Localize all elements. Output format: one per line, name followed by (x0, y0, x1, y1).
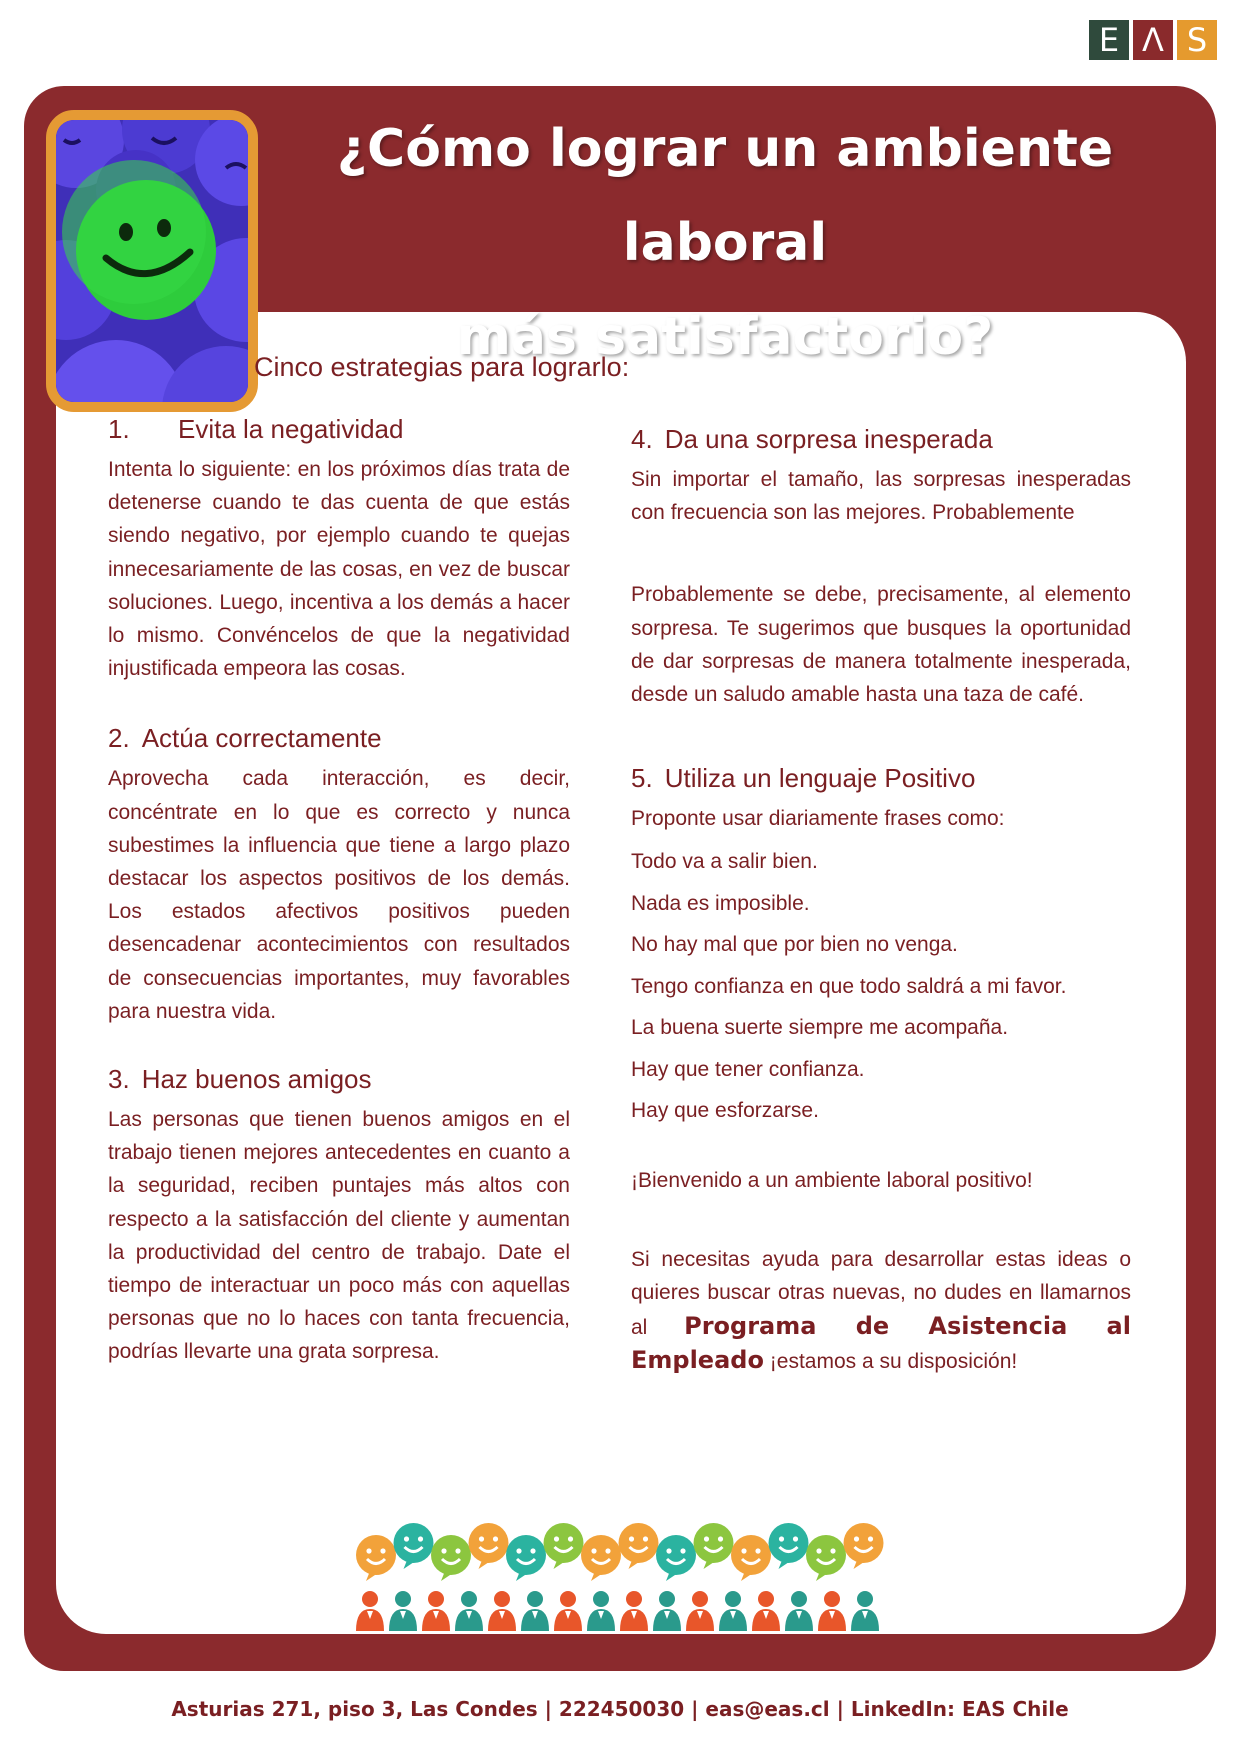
person-icon (356, 1591, 384, 1631)
help-paragraph (631, 1243, 1131, 1378)
page-title (270, 102, 1180, 384)
section-5-heading (631, 763, 1131, 794)
smiley-crowd-illustration (56, 120, 248, 402)
smiley-bubble-icon (431, 1535, 471, 1581)
section-1-body: Intenta lo siguiente: en los próximos días trata de detenerse cuando te das cuenta de que estás siendo negativo, por ejemplo cuando te quejas innecesariamente de las cosas, en vez de buscar soluciones. Luego, incentiva a los demás a hacer lo mismo. Convéncelos de que la negatividad injustificada empeora las cosas. (108, 458, 570, 681)
section-3-heading (108, 1064, 570, 1095)
section-2 (108, 723, 570, 1028)
person-icon (587, 1591, 615, 1631)
smiley-bubble-icon (619, 1523, 659, 1569)
smiley-bubble-icon (506, 1535, 546, 1581)
program-name: Programa de Asistencia al Empleado (631, 1311, 1131, 1374)
section-2-title: Actúa correctamente (141, 723, 382, 754)
section-4-body-2: Probablemente se debe, precisamente, al elemento sorpresa. Te sugerimos que busques la oportunidad de dar sorpresas de manera totalmente inesperada, desde un saludo amable hasta una taza de café. (631, 583, 1131, 707)
smiley-crowd-image (46, 110, 258, 412)
section-4-title: Da una sorpresa inesperada (664, 424, 993, 454)
person-icon (554, 1591, 582, 1631)
smiley-bubble-icon (731, 1535, 771, 1581)
title-line-2: más satisfactorio? (456, 307, 994, 367)
person-icon (653, 1591, 681, 1631)
smiley-bubble-icon (806, 1535, 846, 1581)
smiley-bubble-icon (544, 1523, 584, 1569)
smiley-bubble-icon (581, 1535, 621, 1581)
phrase-item: La buena suerte siempre me acompaña. (631, 1016, 1009, 1040)
smiley-bubble-icon (694, 1523, 734, 1569)
section-1-heading (108, 414, 570, 445)
welcome-text: ¡Bienvenido a un ambiente laboral positivo! (631, 1168, 1033, 1192)
section-4-heading (631, 424, 1131, 455)
logo-letter-a: Λ (1133, 20, 1173, 60)
phrase-item: Tengo confianza en que todo saldrá a mi favor. (631, 974, 1067, 998)
section-4 (631, 424, 1131, 711)
title-line-1: ¿Cómo lograr un ambiente laboral (336, 119, 1114, 273)
smiley-bubble-icon (844, 1523, 884, 1569)
section-1-number: 1. (108, 414, 130, 444)
person-icon (818, 1591, 846, 1631)
help-text-after: ¡estamos a su disposición! (769, 1349, 1018, 1373)
section-2-number: 2. (108, 723, 130, 754)
phrase-item: Nada es imposible. (631, 891, 810, 915)
person-icon (488, 1591, 516, 1631)
logo-letter-e: E (1089, 20, 1129, 60)
smiley-bubble-icon (394, 1523, 434, 1569)
section-5-title: Utiliza un lenguaje Positivo (664, 763, 976, 794)
section-3-number: 3. (108, 1064, 130, 1095)
logo-letter-s: S (1177, 20, 1217, 60)
person-icon (785, 1591, 813, 1631)
person-icon (752, 1591, 780, 1631)
section-4-number: 4. (631, 424, 653, 454)
section-1-title: Evita la negatividad (178, 414, 404, 444)
section-4-body-1: Sin importar el tamaño, las sorpresas inesperadas con frecuencia son las mejores. Probablemente (631, 468, 1131, 525)
section-5-intro: Proponte usar diariamente frases como: (631, 807, 1005, 831)
section-3-body: Las personas que tienen buenos amigos en el trabajo tienen mejores antecedentes en cuanto a la seguridad, reciben puntajes más altos con respecto a la satisfacción del cliente y aumentan la productividad del centro de trabajo. Date el tiempo de interactuar un poco más con aquellas personas que no lo haces con tanta frecuencia, podrías llevarte una grata sorpresa. (108, 1108, 570, 1364)
section-2-body: Aprovecha cada interacción, es decir, concéntrate en lo que es correcto y nunca subestimes la influencia que tiene a largo plazo destacar los aspectos positivos de los demás. Los estados afectivos positivos pueden desencadenar acontecimientos con resultados de consecuencias importantes, muy favorables para nuestra vida. (108, 767, 570, 1023)
section-5 (631, 763, 1131, 1132)
person-icon (455, 1591, 483, 1631)
intro-heading: Cinco estrategias para lograrlo: (254, 352, 630, 382)
left-column (108, 414, 570, 1369)
person-icon (851, 1591, 879, 1631)
smiley-bubble-icon (656, 1535, 696, 1581)
phrase-item: Hay que tener confianza. (631, 1057, 865, 1081)
section-5-number: 5. (631, 763, 653, 794)
people-smileys-illustration (354, 1503, 884, 1631)
phrase-item: No hay mal que por bien no venga. (631, 933, 958, 957)
section-1 (108, 414, 570, 685)
person-icon (422, 1591, 450, 1631)
smiley-bubble-icon (769, 1523, 809, 1569)
section-2-heading (108, 723, 570, 754)
section-3-title: Haz buenos amigos (141, 1064, 372, 1095)
section-3 (108, 1064, 570, 1369)
phrase-item: Todo va a salir bien. (631, 850, 818, 874)
smiley-bubble-icon (469, 1523, 509, 1569)
right-column (631, 424, 1131, 1378)
person-icon (389, 1591, 417, 1631)
help-text-before: Si necesitas ayuda para desarrollar estas ideas o quieres buscar otras nuevas, no dudes en llamarnos al (631, 1248, 1131, 1339)
footer-contact: Asturias 271, piso 3, Las Condes | 222450030 | eas@eas.cl | LinkedIn: EAS Chile (171, 1697, 1069, 1721)
eas-logo (1089, 20, 1217, 60)
person-icon (719, 1591, 747, 1631)
person-icon (620, 1591, 648, 1631)
person-icon (521, 1591, 549, 1631)
person-icon (686, 1591, 714, 1631)
phrase-item: Hay que esforzarse. (631, 1099, 819, 1123)
smiley-bubble-icon (356, 1535, 396, 1581)
